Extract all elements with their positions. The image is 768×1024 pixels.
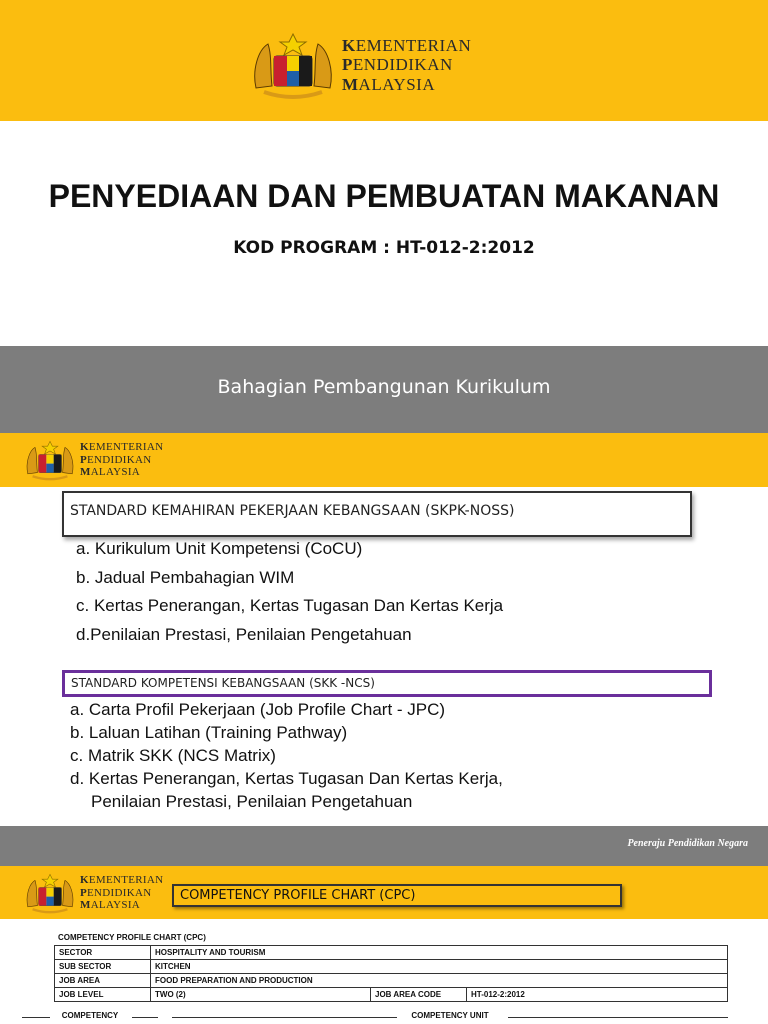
slide2-footer-bar <box>0 826 768 866</box>
competency-unit-label: COMPETENCY UNIT <box>411 1011 489 1020</box>
arrow-line <box>508 1017 728 1018</box>
division-name: Bahagian Pembangunan Kurikulum <box>217 376 551 398</box>
ncs-list <box>70 700 503 815</box>
slide-standards <box>0 433 768 839</box>
table-cell-value: HT-012-2:2012 <box>467 988 728 1002</box>
program-code: KOD PROGRAM : HT-012-2:2012 <box>233 238 535 258</box>
ministry-name: KEMENTERIAN PENDIDIKAN MALAYSIA <box>342 35 472 94</box>
coat-of-arms-icon <box>24 872 76 914</box>
table-cell-label: JOB AREA CODE <box>371 988 467 1002</box>
table-cell-value: TWO (2) <box>151 988 371 1002</box>
list-item: c. Matrik SKK (NCS Matrix) <box>70 746 276 765</box>
coat-of-arms-icon <box>24 439 76 481</box>
list-item: b. Jadual Pembahagian WIM <box>76 567 295 587</box>
noss-heading-box: STANDARD KEMAHIRAN PEKERJAAN KEBANGSAAN (SKPK-NOSS) <box>62 491 692 537</box>
table-cell-value: HOSPITALITY AND TOURISM <box>151 946 728 960</box>
list-item: b. Laluan Latihan (Training Pathway) <box>70 723 348 742</box>
table-cell-label: SECTOR <box>55 946 151 960</box>
header-band <box>0 433 768 487</box>
cpc-table <box>54 945 728 1002</box>
table-cell-label: JOB LEVEL <box>55 988 151 1002</box>
competency-header-row <box>20 1011 730 1024</box>
cpc-heading-box: COMPETENCY PROFILE CHART (CPC) <box>172 884 622 907</box>
list-item: c. Kertas Penerangan, Kertas Tugasan Dan Kertas Kerja <box>76 596 504 615</box>
slide-title-text: PENYEDIAAN DAN PEMBUATAN MAKANAN <box>48 178 720 214</box>
slide-title <box>0 0 768 433</box>
table-row <box>55 974 728 988</box>
ministry-logo <box>24 439 163 481</box>
competency-label: COMPETENCY <box>61 1011 119 1020</box>
ministry-logo <box>250 30 471 100</box>
list-item: a. Carta Profil Pekerjaan (Job Profile Chart - JPC) <box>70 700 446 719</box>
list-item: d. Kertas Penerangan, Kertas Tugasan Dan Kertas Kerja, <box>70 769 503 788</box>
top-banner <box>0 0 768 121</box>
list-item: Penilaian Prestasi, Penilaian Pengetahuan <box>91 792 413 811</box>
noss-list <box>76 539 503 653</box>
table-cell-label: SUB SECTOR <box>55 960 151 974</box>
ncs-heading-box: STANDARD KOMPETENSI KEBANGSAAN (SKK -NCS) <box>62 670 712 697</box>
list-item: d.Penilaian Prestasi, Penilaian Pengetahuan <box>76 624 412 644</box>
table-row <box>55 960 728 974</box>
ministry-logo <box>24 872 163 914</box>
motto-text: Peneraju Pendidikan Negara <box>627 838 748 849</box>
arrow-line <box>132 1017 158 1018</box>
coat-of-arms-icon <box>250 30 336 100</box>
list-item: a. Kurikulum Unit Kompetensi (CoCU) <box>76 539 363 558</box>
ministry-name: KEMENTERIAN PENDIDIKAN MALAYSIA <box>80 874 164 912</box>
table-cell-value: FOOD PREPARATION AND PRODUCTION <box>151 974 728 988</box>
division-footer <box>0 346 768 433</box>
table-cell-label: JOB AREA <box>55 974 151 988</box>
table-cell-value: KITCHEN <box>151 960 728 974</box>
table-row <box>55 946 728 960</box>
ministry-name: KEMENTERIAN PENDIDIKAN MALAYSIA <box>80 441 164 479</box>
table-row <box>55 988 728 1002</box>
slide-cpc <box>0 839 768 1024</box>
cpc-table-title: COMPETENCY PROFILE CHART (CPC) <box>58 933 206 942</box>
